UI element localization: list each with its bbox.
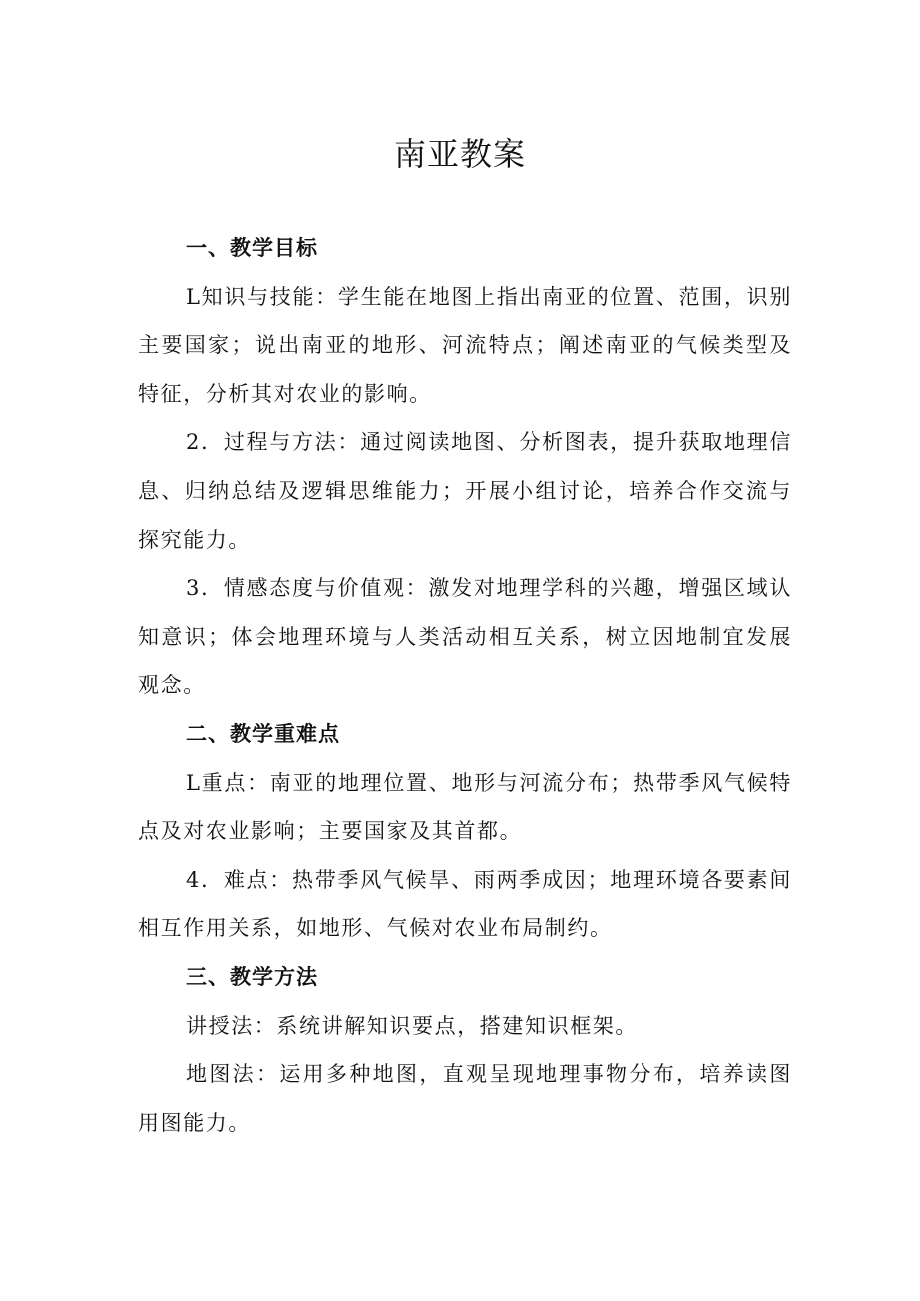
section-heading: 三、教学方法: [186, 964, 318, 989]
paragraph: 讲授法：系统讲解知识要点，搭建知识框架。: [186, 1013, 638, 1038]
paragraph: 地图法：运用多种地图，直观呈现地理事物分布，培养读图用图能力。: [138, 1062, 792, 1135]
paragraph: 2．过程与方法：通过阅读地图、分析图表，提升获取地理信息、归纳总结及逻辑思维能力；开展小组讨论，培养合作交流与探究能力。: [138, 430, 792, 552]
section-teaching-goals: [138, 224, 792, 710]
paragraph: L重点：南亚的地理位置、地形与河流分布；热带季风气候特点及对农业影响；主要国家及其首都。: [138, 770, 792, 844]
section-heading: 二、教学重难点: [186, 721, 340, 746]
paragraph: L知识与技能：学生能在地图上指出南亚的位置、范围，识别主要国家；说出南亚的地形、河流特点；阐述南亚的气候类型及特征，分析其对农业的影响。: [138, 284, 792, 406]
section-heading: 一、教学目标: [186, 236, 318, 260]
section-key-points: [138, 710, 792, 953]
paragraph: 4．难点：热带季风气候旱、雨两季成因；地理环境各要素间相互作用关系，如地形、气候对农业布局制约。: [138, 867, 792, 941]
section-teaching-methods: [138, 953, 792, 1147]
document-title: 南亚教案: [393, 135, 526, 173]
document-body: [138, 224, 792, 1147]
paragraph: 3．情感态度与价值观：激发对地理学科的兴趣，增强区域认知意识；体会地理环境与人类活动相互关系，树立因地制宜发展观念。: [138, 576, 792, 698]
